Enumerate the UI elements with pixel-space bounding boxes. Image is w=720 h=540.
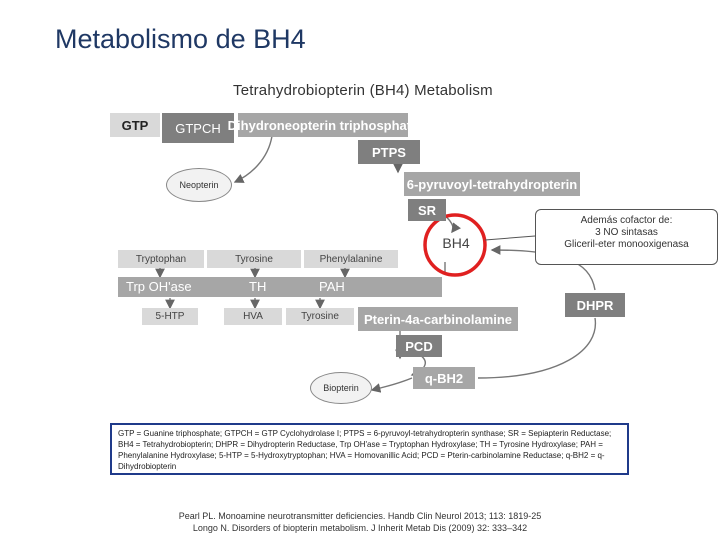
5htp-box [142, 308, 198, 325]
bh4-label: BH4 [442, 235, 470, 251]
note-line-3: Gliceril-eter monooxigenasa [564, 239, 689, 250]
arrow-to-biopterin [372, 378, 412, 390]
gtpch-box [162, 113, 234, 143]
trp-ohase-label: Trp OH'ase [126, 279, 192, 294]
neopterin-label: Neopterin [179, 180, 219, 190]
ptps-label: PTPS [372, 144, 406, 160]
gtpch-label: GTPCH [175, 120, 221, 136]
slide-title: Metabolismo de BH4 [55, 24, 306, 54]
gtp-box [110, 113, 160, 137]
tryptophan-label: Tryptophan [135, 253, 187, 265]
figure-title: Tetrahydrobiopterin (BH4) Metabolism [233, 82, 493, 99]
dihydroneopterin-box [227, 113, 419, 137]
tyrosine-out-box [286, 308, 354, 325]
pcd-box [396, 335, 442, 357]
pyruvoyl-label: 6-pyruvoyl-tetrahydropterin [406, 176, 578, 192]
tyrosine-in-label: Tyrosine [235, 253, 273, 265]
citation-1: Pearl PL. Monoamine neurotransmitter deficiencies. Handb Clin Neurol 2013; 113: 1819-25 [178, 511, 542, 521]
hva-label: HVA [243, 311, 263, 322]
cofactor-note [535, 209, 718, 265]
dhpr-label: DHPR [576, 297, 614, 313]
5htp-label: 5-HTP [155, 311, 185, 322]
ptps-box [358, 140, 420, 164]
arrow-to-neopterin [235, 136, 272, 182]
biopterin-label: Biopterin [323, 383, 359, 393]
pcd-label: PCD [405, 338, 433, 354]
tyrosine-out-label: Tyrosine [301, 311, 339, 322]
pterin-carbinolamine-box [358, 307, 518, 331]
sr-box [408, 199, 446, 221]
tyrosine-in-box [207, 250, 301, 268]
tryptophan-box [118, 250, 204, 268]
hva-box [224, 308, 282, 325]
legend-text: GTP = Guanine triphosphate; GTPCH = GTP Cyclohydrolase I; PTPS = 6-pyruvoyl-tetrahydropterin synthase; SR = Sepiapterin Reductase; BH4 = Tetrahydrobiopterin; DHPR = Dihydropterin Reductase, Trp OH'ase = Tryptophan Hydroxylase; TH = Tyrosine Hydroxylase; PAH = Phenylalanine Hydroxylase; 5-HTP = 5-Hydroxytryptophan; HVA = Homovanillic Acid; PCD = Pterin-carbinolamine Reductase; q-BH2 = q-Dihydrobiopterin [118, 429, 612, 471]
biopterin-ellipse [310, 372, 372, 404]
note-connector [485, 236, 535, 240]
pyruvoyl-box [404, 172, 580, 196]
qbh2-box [413, 367, 475, 389]
sr-label: SR [417, 202, 437, 218]
bh4-node [436, 232, 476, 254]
note-line-1: Además cofactor de: [580, 215, 673, 226]
qbh2-label: q-BH2 [424, 370, 464, 386]
citation-2: Longo N. Disorders of biopterin metabolism. J Inherit Metab Dis (2009) 32: 333–342 [192, 523, 528, 533]
gtp-label: GTP [121, 117, 149, 133]
pterin-carbinolamine-label: Pterin-4a-carbinolamine [363, 311, 513, 327]
abbreviation-legend [110, 423, 629, 475]
th-label: TH [249, 279, 267, 294]
dihydroneopterin-label: Dihydroneopterin triphosphate [227, 117, 419, 133]
phenylalanine-box [304, 250, 398, 268]
phenylalanine-label: Phenylalanine [319, 253, 383, 265]
neopterin-ellipse [166, 168, 232, 202]
dhpr-box [565, 293, 625, 317]
pah-label: PAH [319, 279, 345, 294]
note-line-2: 3 NO sintasas [595, 227, 658, 238]
